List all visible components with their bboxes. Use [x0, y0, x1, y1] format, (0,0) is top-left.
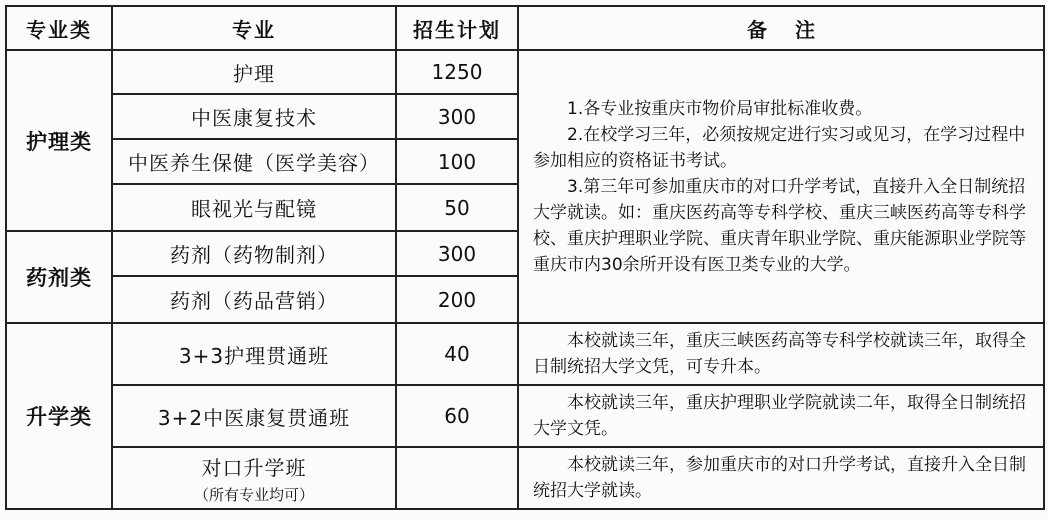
major-cell: 药剂（药物制剂）	[112, 231, 396, 276]
category-nursing: 护理类	[6, 50, 112, 231]
major-cell: 3+2中医康复贯通班	[112, 385, 396, 447]
table-row	[6, 50, 1044, 94]
remark-line: 2.在校学习三年，必须按规定进行实习或见习，在学习过程中参加相应的资格证书考试。	[533, 124, 1026, 171]
remarks-3-3	[518, 323, 1044, 385]
enrollment-table	[5, 5, 1045, 510]
remark-line: 3.第三年可参加重庆市的对口升学考试，直接升入全日制统招大学就读。如：重庆医药高等专科学校、重庆三峡医药高等专科学校、重庆护理职业学院、重庆青年职业学院、重庆能源职业学院等重庆市内30余所开设有医卫类专业的大学。	[533, 176, 1026, 275]
header-major: 专业	[112, 6, 396, 50]
plan-cell	[396, 447, 518, 509]
plan-cell: 200	[396, 276, 518, 323]
major-cell: 中医康复技术	[112, 94, 396, 139]
remarks-3-2	[518, 385, 1044, 447]
plan-cell: 100	[396, 139, 518, 184]
major-cell	[112, 447, 396, 509]
table-row	[6, 447, 1044, 509]
plan-cell: 40	[396, 323, 518, 385]
plan-cell: 60	[396, 385, 518, 447]
header-category: 专业类	[6, 6, 112, 50]
plan-cell: 300	[396, 94, 518, 139]
remark-line: 1.各专业按重庆市物价局审批标准收费。	[567, 98, 873, 119]
header-remarks: 备注	[518, 6, 1044, 50]
category-pharmacy: 药剂类	[6, 231, 112, 323]
plan-cell: 1250	[396, 50, 518, 94]
major-cell: 3+3护理贯通班	[112, 323, 396, 385]
header-row	[6, 6, 1044, 50]
plan-cell: 300	[396, 231, 518, 276]
major-name: 对口升学班	[201, 455, 307, 480]
remark-line: 本校就读三年，重庆护理职业学院就读二年，取得全日制统招大学文凭。	[533, 393, 1026, 439]
remarks-main	[518, 50, 1044, 323]
plan-cell: 50	[396, 184, 518, 231]
header-plan: 招生计划	[396, 6, 518, 50]
major-cell: 眼视光与配镜	[112, 184, 396, 231]
category-upgrade: 升学类	[6, 323, 112, 509]
remarks-exam	[518, 447, 1044, 509]
major-cell: 护理	[112, 50, 396, 94]
major-cell: 中医养生保健（医学美容）	[112, 139, 396, 184]
table-row	[6, 385, 1044, 447]
remark-line: 本校就读三年，重庆三峡医药高等专科学校就读三年，取得全日制统招大学文凭，可专升本。	[533, 331, 1026, 377]
remark-line: 本校就读三年，参加重庆市的对口升学考试，直接升入全日制统招大学就读。	[533, 455, 1026, 501]
major-cell: 药剂（药品营销）	[112, 276, 396, 323]
major-note: （所有专业均可）	[193, 485, 314, 504]
table-row	[6, 323, 1044, 385]
